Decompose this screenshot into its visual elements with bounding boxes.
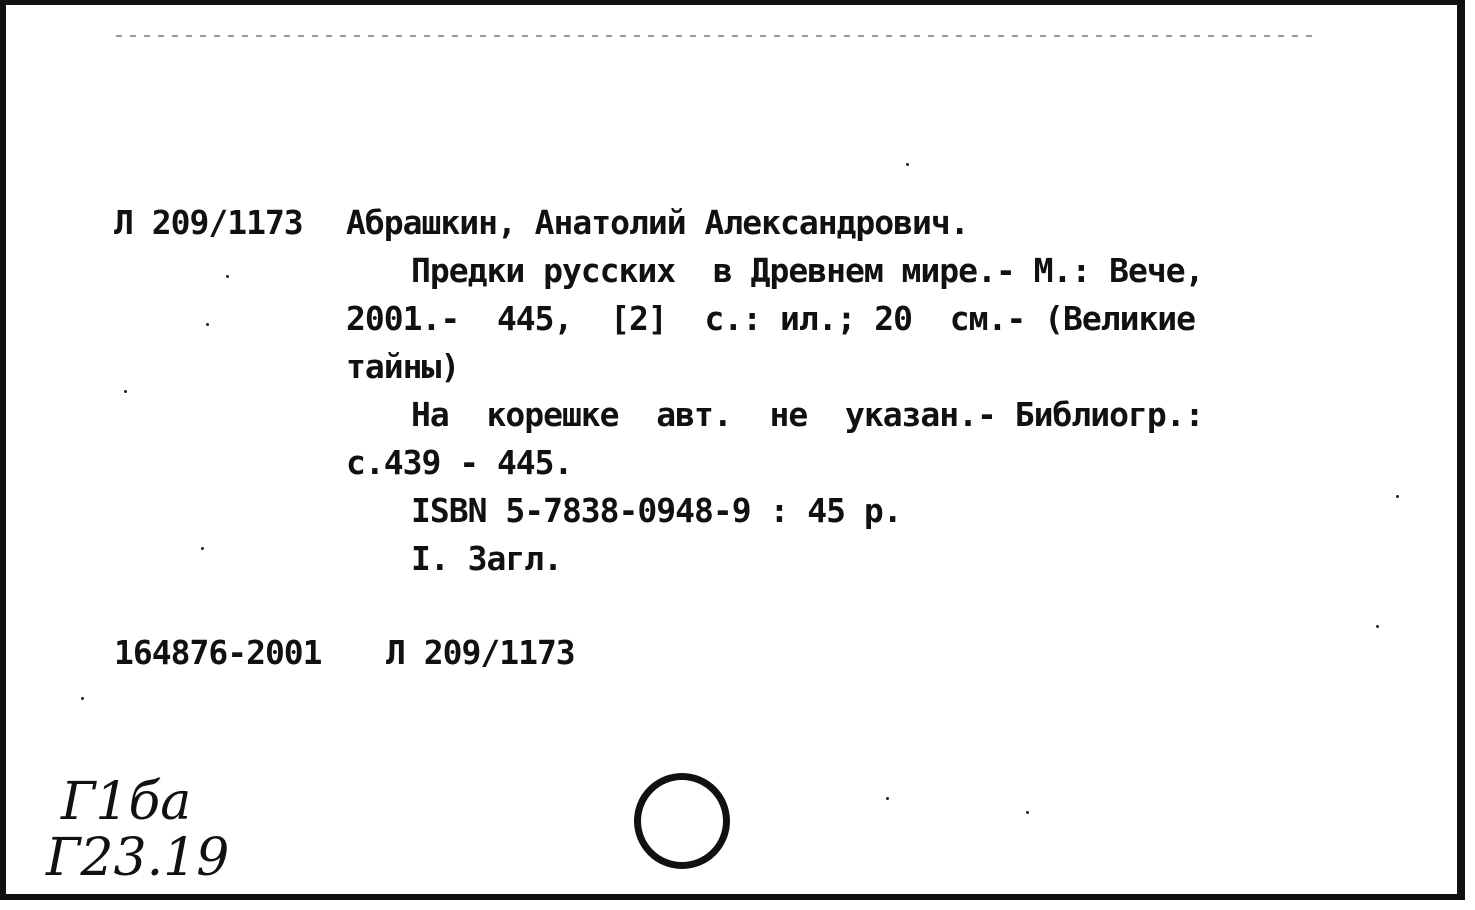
speck: [1376, 625, 1379, 628]
speck: [206, 323, 209, 326]
call-number-bottom: Л 209/1173: [386, 633, 575, 672]
speck: [226, 275, 229, 278]
tracing-line: I. Загл.: [411, 539, 562, 578]
call-number: Л 209/1173: [114, 203, 303, 242]
author-heading: Абрашкин, Анатолий Александрович.: [346, 203, 969, 242]
speck: [1396, 495, 1399, 498]
isbn-line: ISBN 5-7838-0948-9 : 45 р.: [411, 491, 902, 530]
imprint-line: 2001.- 445, [2] с.: ил.; 20 см.- (Великие: [346, 299, 1196, 338]
speck: [201, 547, 204, 550]
speck: [886, 797, 889, 800]
speck: [906, 163, 909, 166]
punch-hole: [634, 773, 730, 869]
speck: [81, 697, 84, 700]
accession-number: 164876-2001: [114, 633, 322, 672]
speck: [1026, 811, 1029, 814]
top-dotted-line: [116, 35, 1316, 37]
note-line-1: На корешке авт. не указан.- Библиогр.:: [411, 395, 1204, 434]
handwritten-note-2: Г23.19: [46, 828, 230, 888]
handwritten-note-1: Г1ба: [61, 772, 192, 832]
note-line-2: с.439 - 445.: [346, 443, 573, 482]
series-line: тайны): [346, 347, 460, 386]
speck: [124, 390, 127, 393]
title-line: Предки русских в Древнем мире.- М.: Вече,: [411, 251, 1204, 290]
